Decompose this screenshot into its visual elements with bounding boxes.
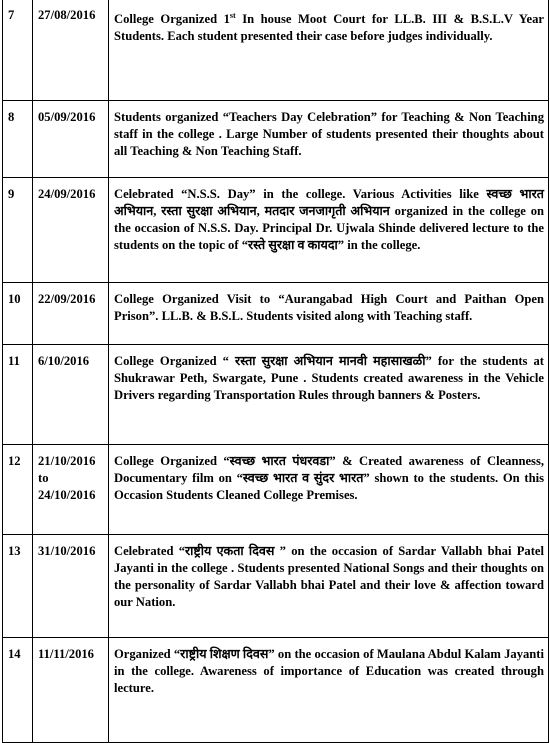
table-row xyxy=(3,178,549,283)
table-row xyxy=(3,0,549,101)
event-date: 6/10/2016 xyxy=(33,345,109,445)
event-description: Celebrated “N.S.S. Day” in the college. Various Activities like स्वच्छ भारत अभियान, रस्ता सुरक्षा अभियान, मतदार जनजागृती अभियान organized in the college on the occasion of N.S.S. Day. Principal Dr. Ujwala Shinde delivered lecture to the students on the topic of “रस्ते सुरक्षा व कायदा” in the college. xyxy=(109,178,549,283)
event-description: Organized “राष्ट्रीय शिक्षण दिवस” on the occasion of Maulana Abdul Kalam Jayanti in the college. Awareness of importance of Education was created through lecture. xyxy=(109,638,549,743)
event-date: 24/09/2016 xyxy=(33,178,109,283)
serial-number: 13 xyxy=(3,535,33,638)
event-date-range xyxy=(33,445,109,535)
ordinal-suffix: st xyxy=(229,10,236,20)
table-row xyxy=(3,283,549,345)
event-description: College Organized “ रस्ता सुरक्षा अभियान मानवी महासाखळी” for the students at Shukrawar Peth, Swargate, Pune . Students created awareness in the Vehicle Drivers regarding Transportation Rules through banners & Posters. xyxy=(109,345,549,445)
serial-number: 9 xyxy=(3,178,33,283)
event-description: Celebrated “राष्ट्रीय एकता दिवस ” on the occasion of Sardar Vallabh bhai Patel Jayanti in the college . Students presented National Songs and their thoughts on the personality of Sardar Vallabh bhai Patel and their love & affection toward our Nation. xyxy=(109,535,549,638)
table-row xyxy=(3,445,549,535)
event-description: College Organized Visit to “Aurangabad High Court and Paithan Open Prison”. LL.B. & B.S.L. Students visited along with Teaching staff. xyxy=(109,283,549,345)
serial-number: 11 xyxy=(3,345,33,445)
serial-number: 12 xyxy=(3,445,33,535)
date-to: 24/10/2016 xyxy=(38,488,96,502)
event-description xyxy=(109,0,549,101)
description-text: In house Moot Court for LL.B. III & B.S.L.V Year Students. Each student presented their case before judges individually. xyxy=(114,12,544,43)
table-row xyxy=(3,101,549,178)
date-to-word: to xyxy=(38,471,49,485)
event-date: 22/09/2016 xyxy=(33,283,109,345)
serial-number: 10 xyxy=(3,283,33,345)
serial-number: 8 xyxy=(3,101,33,178)
table-row xyxy=(3,638,549,743)
event-date: 27/08/2016 xyxy=(33,0,109,101)
description-text: College Organized 1 xyxy=(114,12,230,26)
table-row xyxy=(3,535,549,638)
event-date: 31/10/2016 xyxy=(33,535,109,638)
event-description: College Organized “स्वच्छ भारत पंधरवडा” & Created awareness of Cleanness, Documentary film on “स्वच्छ भारत व सुंदर भारत” shown to the students. On this Occasion Students Cleaned College Premises. xyxy=(109,445,549,535)
event-date: 11/11/2016 xyxy=(33,638,109,743)
event-description: Students organized “Teachers Day Celebration” for Teaching & Non Teaching staff in the college . Large Number of students presented their thoughts about all Teaching & Non Teaching Staff. xyxy=(109,101,549,178)
serial-number: 7 xyxy=(3,0,33,101)
events-table xyxy=(2,0,549,743)
date-from: 21/10/2016 xyxy=(38,454,96,468)
event-date: 05/09/2016 xyxy=(33,101,109,178)
serial-number: 14 xyxy=(3,638,33,743)
table-row xyxy=(3,345,549,445)
